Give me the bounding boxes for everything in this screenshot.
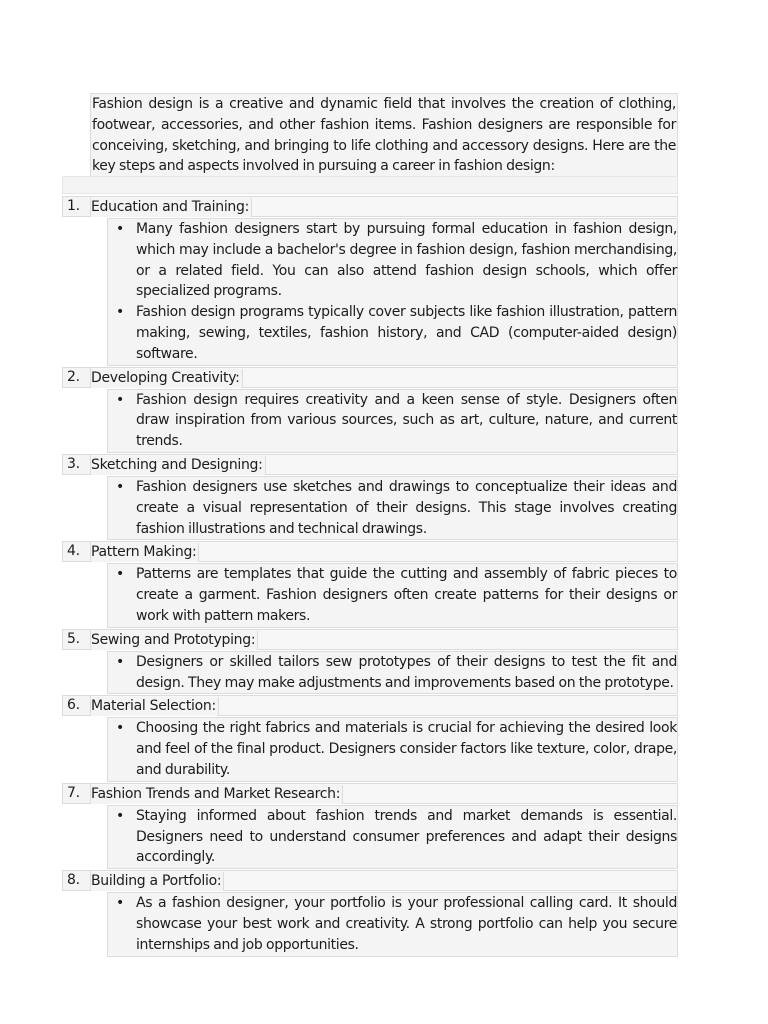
bullet-dot-icon: • bbox=[116, 807, 124, 824]
intro-paragraph: Fashion design is a creative and dynamic field that involves the creation of clothing, footwear, accessories, and other fashion items. Fashion designers are responsible for conceiving, sketching, and bringing to life clothing and accessory designs. Here are the key steps and aspects involved in pursuing a career in fashion design: bbox=[90, 93, 678, 178]
step-heading-row bbox=[62, 541, 678, 562]
step-number: 1. bbox=[62, 196, 90, 217]
step-heading-row bbox=[62, 629, 678, 650]
bullet-text: Patterns are templates that guide the cutting and assembly of fabric pieces to create a garment. Fashion designers often create patterns for their designs or work with pattern makers. bbox=[136, 566, 677, 624]
step-heading bbox=[90, 541, 678, 562]
step-number: 7. bbox=[62, 783, 90, 804]
steps-list bbox=[62, 196, 678, 958]
bullet-list bbox=[107, 563, 678, 627]
step-title: Fashion Trends and Market Research: bbox=[91, 785, 343, 804]
bullet-dot-icon: • bbox=[116, 895, 124, 912]
step-heading-row bbox=[62, 870, 678, 891]
bullet-dot-icon: • bbox=[116, 566, 124, 583]
bullet-item bbox=[108, 893, 677, 955]
bullet-item bbox=[108, 302, 677, 364]
bullet-item bbox=[108, 652, 677, 694]
step-heading-row bbox=[62, 695, 678, 716]
bullet-dot-icon: • bbox=[116, 391, 124, 408]
bullet-item bbox=[108, 477, 677, 539]
bullet-dot-icon: • bbox=[116, 304, 124, 321]
bullet-list bbox=[107, 805, 678, 869]
bullet-dot-icon: • bbox=[116, 478, 124, 495]
bullet-list bbox=[107, 476, 678, 540]
bullet-dot-icon: • bbox=[116, 720, 124, 737]
step-number: 6. bbox=[62, 695, 90, 716]
bullet-text: Designers or skilled tailors sew prototypes of their designs to test the fit and design. They may make adjustments and improvements based on the prototype. bbox=[136, 653, 677, 691]
bullet-list bbox=[107, 218, 678, 366]
bullet-text: Staying informed about fashion trends and market demands is essential. Designers need to understand consumer preferences and adapt their designs accordingly. bbox=[136, 807, 677, 866]
bullet-list bbox=[107, 389, 678, 453]
bullet-list bbox=[107, 717, 678, 781]
step-heading-row bbox=[62, 454, 678, 475]
step-number: 5. bbox=[62, 629, 90, 650]
step-heading-row bbox=[62, 196, 678, 217]
step-number: 2. bbox=[62, 367, 90, 388]
bullet-item bbox=[108, 564, 677, 626]
bullet-text: Fashion design programs typically cover subjects like fashion illustration, pattern making, sewing, textiles, fashion history, and CAD (computer-aided design) software. bbox=[136, 304, 677, 362]
bullet-item bbox=[108, 806, 677, 868]
bullet-dot-icon: • bbox=[116, 653, 124, 670]
step-title: Sketching and Designing: bbox=[91, 456, 266, 475]
step-heading-row bbox=[62, 367, 678, 388]
bullet-text: Many fashion designers start by pursuing formal education in fashion design, which may include a bachelor's degree in fashion design, fashion merchandising, or a related field. You can also attend fashion design schools, which offer specialized programs. bbox=[136, 221, 677, 300]
step-heading bbox=[90, 870, 678, 891]
step-heading bbox=[90, 454, 678, 475]
empty-paragraph bbox=[62, 176, 678, 194]
step-title: Developing Creativity: bbox=[91, 369, 243, 388]
step-heading bbox=[90, 783, 678, 804]
step-number: 8. bbox=[62, 870, 90, 891]
step-number: 4. bbox=[62, 541, 90, 562]
step-title: Material Selection: bbox=[91, 697, 219, 716]
step-heading bbox=[90, 695, 678, 716]
step-heading-row bbox=[62, 783, 678, 804]
bullet-text: Choosing the right fabrics and materials is crucial for achieving the desired look and feel of the final product. Designers consider factors like texture, color, drape, and durability. bbox=[136, 720, 677, 778]
bullet-text: As a fashion designer, your portfolio is your professional calling card. It should showcase your best work and creativity. A strong portfolio can help you secure internships and job opportunities. bbox=[136, 895, 677, 953]
bullet-dot-icon: • bbox=[116, 221, 124, 237]
step-heading bbox=[90, 367, 678, 388]
bullet-item bbox=[108, 219, 677, 302]
bullet-text: Fashion design requires creativity and a keen sense of style. Designers often draw inspiration from various sources, such as art, culture, nature, and current trends. bbox=[136, 391, 677, 450]
step-number: 3. bbox=[62, 454, 90, 475]
bullet-text: Fashion designers use sketches and drawings to conceptualize their ideas and create a visual representation of their designs. This stage involves creating fashion illustrations and technical drawings. bbox=[136, 478, 677, 537]
step-title: Pattern Making: bbox=[91, 543, 199, 562]
step-heading bbox=[90, 196, 678, 217]
bullet-item bbox=[108, 718, 677, 780]
step-heading bbox=[90, 629, 678, 650]
bullet-list bbox=[107, 651, 678, 695]
step-title: Education and Training: bbox=[91, 198, 252, 217]
step-title: Building a Portfolio: bbox=[91, 872, 224, 891]
step-title: Sewing and Prototyping: bbox=[91, 631, 258, 650]
bullet-item bbox=[108, 390, 677, 452]
bullet-list bbox=[107, 892, 678, 956]
